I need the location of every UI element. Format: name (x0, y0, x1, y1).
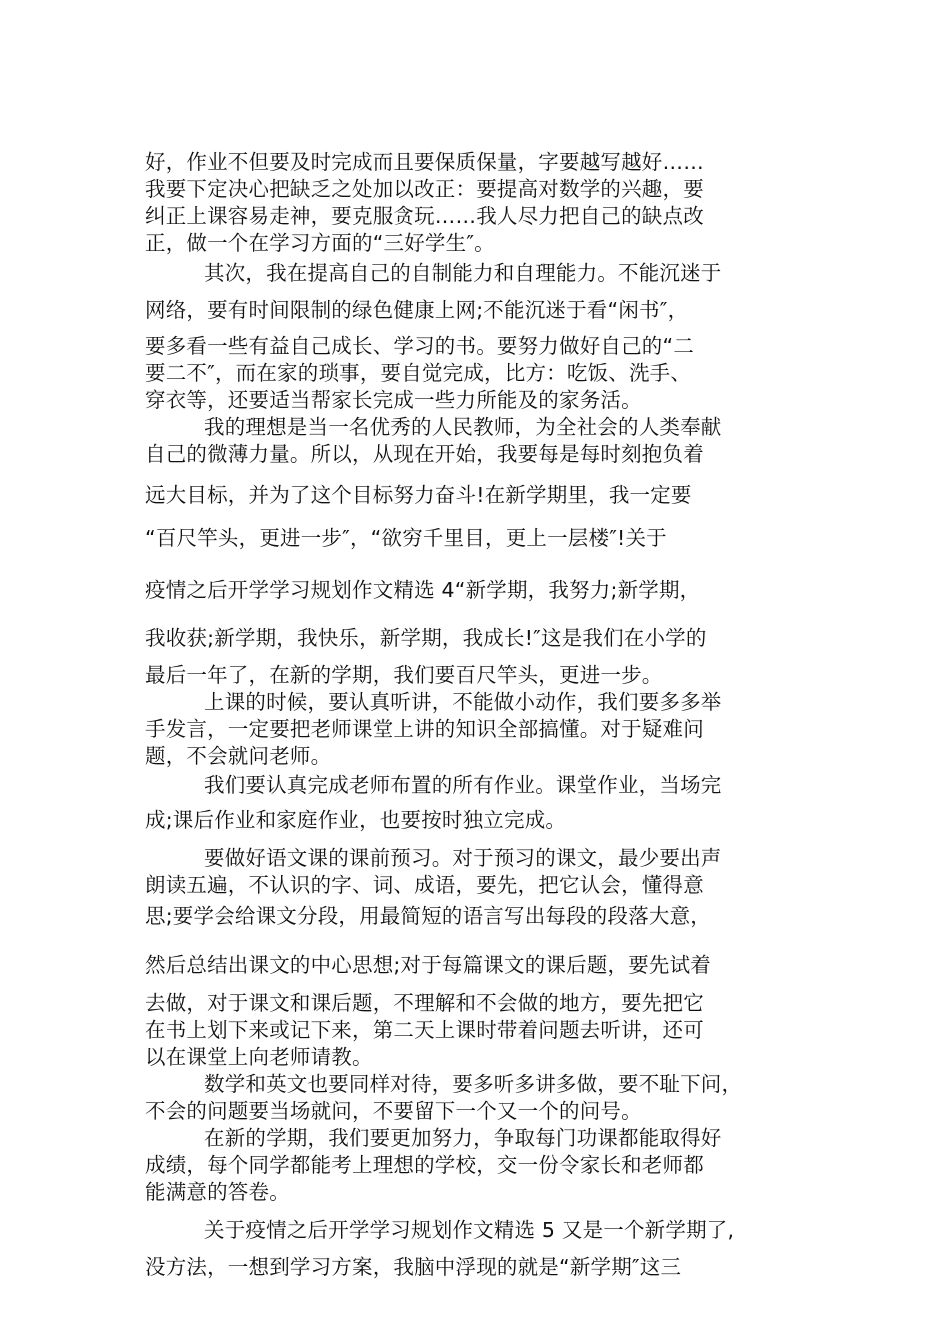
text-line: 成;课后作业和家庭作业，也要按时独立完成。 (145, 808, 567, 832)
text-line: 在书上划下来或记下来，第二天上课时带着问题去听讲，还可 (145, 1018, 704, 1042)
text-line: 以在课堂上向老师请教。 (145, 1045, 373, 1069)
text-line: 去做，对于课文和课后题，不理解和不会做的地方，要先把它 (145, 991, 704, 1015)
text-line: “百尺竿头，更进一步″，“欲穷千里目，更上一层楼″!关于 (145, 526, 667, 550)
text-line: 正，做一个在学习方面的“三好学生″。 (145, 231, 495, 255)
text-line: 远大目标，并为了这个目标努力奋斗!在新学期里，我一定要 (145, 483, 692, 507)
text-line: 题，不会就问老师。 (145, 744, 332, 768)
text-line: 上课的时候，要认真听讲，不能做小动作，我们要多多举 (204, 690, 722, 714)
text-line: 自己的微薄力量。所以，从现在开始，我要每是每时刻抱负着 (145, 442, 704, 466)
text-line: 网络，要有时间限制的绿色健康上网;不能沉迷于看“闲书″， (145, 298, 689, 322)
text-line: 不会的问题要当场就问，不要留下一个又一个的问号。 (145, 1099, 642, 1123)
text-line: 然后总结出课文的中心思想;对于每篇课文的课后题，要先试着 (145, 953, 712, 977)
text-line: 我要下定决心把缺乏之处加以改正：要提高对数学的兴趣，要 (145, 177, 704, 201)
text-line: 在新的学期，我们要更加努力，争取每门功课都能取得好 (204, 1126, 722, 1150)
text-line: 纠正上课容易走神，要克服贪玩……我人尽力把自己的缺点改 (145, 204, 704, 228)
text-line: 成绩，每个同学都能考上理想的学校，交一份令家长和老师都 (145, 1153, 704, 1177)
text-line: 手发言，一定要把老师课堂上讲的知识全部搞懂。对于疑难问 (145, 717, 704, 741)
text-line: 要多看一些有益自己成长、学习的书。要努力做好自己的“二 (145, 334, 695, 358)
text-line: 我们要认真完成老师布置的所有作业。课堂作业，当场完 (204, 773, 722, 797)
text-line: 要做好语文课的课前预习。对于预习的课文，最少要出声 (204, 846, 722, 870)
text-line: 没方法，一想到学习方案，我脑中浮现的就是“新学期″这三 (145, 1255, 682, 1279)
text-line: 思;要学会给课文分段，用最简短的语言写出每段的段落大意， (145, 904, 712, 928)
text-line: 关于疫情之后开学学习规划作文精选 5 又是一个新学期了, (204, 1218, 735, 1242)
text-line: 朗读五遍，不认识的字、词、成语，要先，把它认会，懂得意 (145, 873, 704, 897)
text-line: 其次，我在提高自己的自制能力和自理能力。不能沉迷于 (204, 261, 722, 285)
text-line: 疫情之后开学学习规划作文精选 4“新学期，我努力;新学期， (145, 578, 701, 602)
text-line: 我收获;新学期，我快乐，新学期，我成长!″这是我们在小学的 (145, 626, 707, 650)
text-line: 我的理想是当一名优秀的人民教师，为全社会的人类奉献 (204, 415, 722, 439)
text-line: 好，作业不但要及时完成而且要保质保量，字要越写越好…… (145, 150, 704, 174)
text-line: 穿衣等，还要适当帮家长完成一些力所能及的家务活。 (145, 388, 642, 412)
text-line: 能满意的答卷。 (145, 1180, 290, 1204)
text-line: 要二不″，而在家的琐事，要自觉完成，比方：吃饭、洗手、 (145, 361, 692, 385)
text-line: 最后一年了，在新的学期，我们要百尺竿头，更进一步。 (145, 663, 663, 687)
text-line: 数学和英文也要同样对待，要多听多讲多做，要不耻下问， (204, 1072, 743, 1096)
